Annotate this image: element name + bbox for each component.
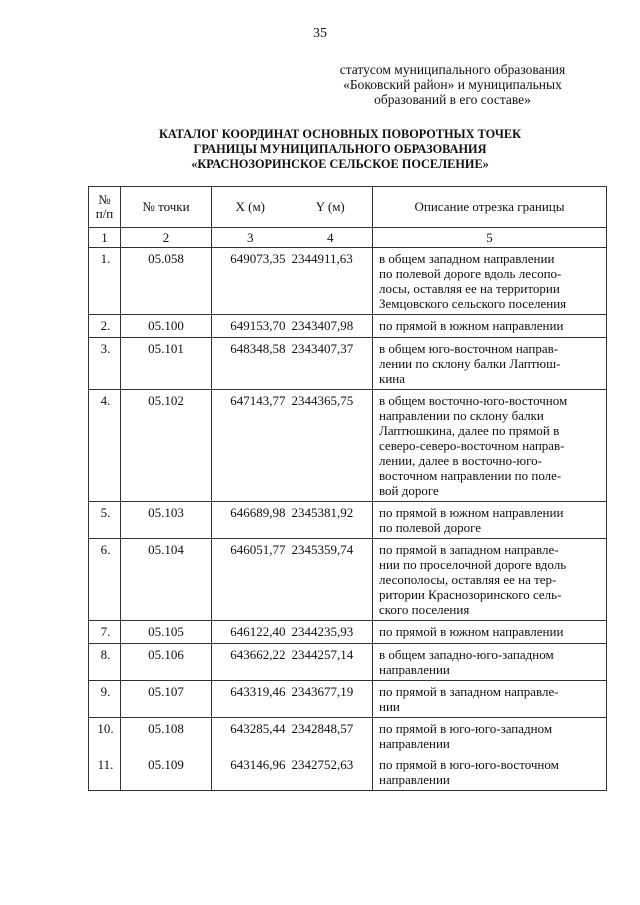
catalog-title	[80, 127, 600, 172]
row-number: 8.	[89, 644, 121, 681]
description-line: по полевой дороге	[379, 520, 482, 535]
segment-description	[373, 315, 607, 338]
y-coordinate: 2344365,75	[289, 390, 373, 502]
description-line: нии по проселочной дороге вдоль	[379, 557, 567, 572]
x-coordinate: 643285,44	[212, 718, 289, 755]
point-id: 05.108	[121, 718, 212, 755]
column-number: 5	[373, 228, 607, 248]
x-coordinate: 646689,98	[212, 502, 289, 539]
x-coordinate: 646122,40	[212, 621, 289, 644]
y-coordinate: 2343677,19	[289, 681, 373, 718]
segment-description	[373, 644, 607, 681]
description-line: лении, далее в восточно-юго-	[379, 453, 542, 468]
table-row	[89, 754, 607, 791]
description-line: северо-северо-восточном направ-	[379, 438, 565, 453]
table-row	[89, 248, 607, 315]
segment-description	[373, 338, 607, 390]
description-line: по прямой в западном направле-	[379, 542, 559, 557]
description-line: лесополосы, оставляя ее на тер-	[379, 572, 557, 587]
table-row	[89, 315, 607, 338]
header-note-line: образований в его составе»	[374, 92, 531, 107]
table-row	[89, 681, 607, 718]
point-id: 05.104	[121, 539, 212, 621]
description-line: восточном направлении по поле-	[379, 468, 562, 483]
x-coordinate: 648348,58	[212, 338, 289, 390]
column-number: 3	[212, 228, 289, 248]
description-line: ского поселения	[379, 602, 470, 617]
point-id: 05.102	[121, 390, 212, 502]
page-number: 35	[313, 26, 327, 41]
description-line: в общем западном направлении	[379, 251, 555, 266]
coordinates-table	[88, 186, 607, 791]
row-number: 1.	[89, 248, 121, 315]
description-line: направлении	[379, 736, 450, 751]
row-number: 6.	[89, 539, 121, 621]
segment-description	[373, 502, 607, 539]
row-number: 3.	[89, 338, 121, 390]
row-number: 11.	[89, 754, 121, 791]
description-line: Земцовского сельского поселения	[379, 296, 567, 311]
header-num	[89, 187, 121, 228]
column-number-row	[89, 228, 607, 248]
header-point: № точки	[121, 187, 212, 228]
segment-description	[373, 248, 607, 315]
row-number: 2.	[89, 315, 121, 338]
row-number: 7.	[89, 621, 121, 644]
point-id: 05.106	[121, 644, 212, 681]
description-line: по прямой в южном направлении	[379, 505, 564, 520]
row-number: 5.	[89, 502, 121, 539]
description-line: в общем западно-юго-западном	[379, 647, 554, 662]
description-line: по полевой дороге вдоль лесопо-	[379, 266, 562, 281]
description-line: в общем восточно-юго-восточном	[379, 393, 568, 408]
description-line: Лаптюшкина, далее по прямой в	[379, 423, 560, 438]
table-body	[89, 248, 607, 791]
row-number: 9.	[89, 681, 121, 718]
header-note-line: статусом муниципального образования	[339, 62, 566, 77]
title-line: ГРАНИЦЫ МУНИЦИПАЛЬНОГО ОБРАЗОВАНИЯ	[193, 142, 487, 156]
point-id: 05.103	[121, 502, 212, 539]
description-line: лении по склону балки Лаптюш-	[379, 356, 561, 371]
table-header-row	[89, 187, 607, 228]
description-line: нии	[379, 699, 400, 714]
x-coordinate: 643662,22	[212, 644, 289, 681]
description-line: ритории Краснозоринского сель-	[379, 587, 562, 602]
y-coordinate: 2345359,74	[289, 539, 373, 621]
column-number: 2	[121, 228, 212, 248]
segment-description	[373, 621, 607, 644]
description-line: направлении по склону балки	[379, 408, 544, 423]
title-line: «КРАСНОЗОРИНСКОЕ СЕЛЬСКОЕ ПОСЕЛЕНИЕ»	[191, 157, 489, 171]
table-row	[89, 390, 607, 502]
description-line: направлении	[379, 772, 450, 787]
header-y: Y (м)	[289, 187, 373, 228]
description-line: по прямой в юго-юго-западном	[379, 721, 553, 736]
x-coordinate: 647143,77	[212, 390, 289, 502]
segment-description	[373, 754, 607, 791]
segment-description	[373, 539, 607, 621]
description-line: по прямой в южном направлении	[379, 318, 564, 333]
title-line: КАТАЛОГ КООРДИНАТ ОСНОВНЫХ ПОВОРОТНЫХ ТОЧЕК	[158, 127, 522, 141]
column-number: 4	[289, 228, 373, 248]
description-line: кина	[379, 371, 405, 386]
description-line: направлении	[379, 662, 450, 677]
x-coordinate: 649153,70	[212, 315, 289, 338]
table-row	[89, 621, 607, 644]
y-coordinate: 2344911,63	[289, 248, 373, 315]
x-coordinate: 643146,96	[212, 754, 289, 791]
point-id: 05.105	[121, 621, 212, 644]
row-number: 4.	[89, 390, 121, 502]
point-id: 05.058	[121, 248, 212, 315]
y-coordinate: 2342752,63	[289, 754, 373, 791]
table-row	[89, 502, 607, 539]
x-coordinate: 643319,46	[212, 681, 289, 718]
description-line: в общем юго-восточном направ-	[379, 341, 559, 356]
header-x: X (м)	[212, 187, 289, 228]
description-line: лосы, оставляя ее на территории	[379, 281, 560, 296]
y-coordinate: 2344235,93	[289, 621, 373, 644]
x-coordinate: 646051,77	[212, 539, 289, 621]
header-note	[300, 62, 605, 107]
point-id: 05.101	[121, 338, 212, 390]
y-coordinate: 2345381,92	[289, 502, 373, 539]
y-coordinate: 2342848,57	[289, 718, 373, 755]
y-coordinate: 2343407,98	[289, 315, 373, 338]
table-row	[89, 644, 607, 681]
table-row	[89, 718, 607, 755]
table-row	[89, 539, 607, 621]
segment-description	[373, 390, 607, 502]
segment-description	[373, 681, 607, 718]
description-line: по прямой в юго-юго-восточном	[379, 757, 559, 772]
header-note-line: «Боковский район» и муниципальных	[343, 77, 562, 92]
y-coordinate: 2343407,37	[289, 338, 373, 390]
column-number: 1	[89, 228, 121, 248]
description-line: по прямой в западном направле-	[379, 684, 559, 699]
point-id: 05.100	[121, 315, 212, 338]
header-desc: Описание отрезка границы	[373, 187, 607, 228]
description-line: вой дороге	[379, 483, 439, 498]
point-id: 05.107	[121, 681, 212, 718]
segment-description	[373, 718, 607, 755]
table-row	[89, 338, 607, 390]
row-number: 10.	[89, 718, 121, 755]
header-num-line1: №	[98, 192, 111, 207]
x-coordinate: 649073,35	[212, 248, 289, 315]
point-id: 05.109	[121, 754, 212, 791]
y-coordinate: 2344257,14	[289, 644, 373, 681]
header-num-line2: п/п	[95, 206, 114, 221]
description-line: по прямой в южном направлении	[379, 624, 564, 639]
